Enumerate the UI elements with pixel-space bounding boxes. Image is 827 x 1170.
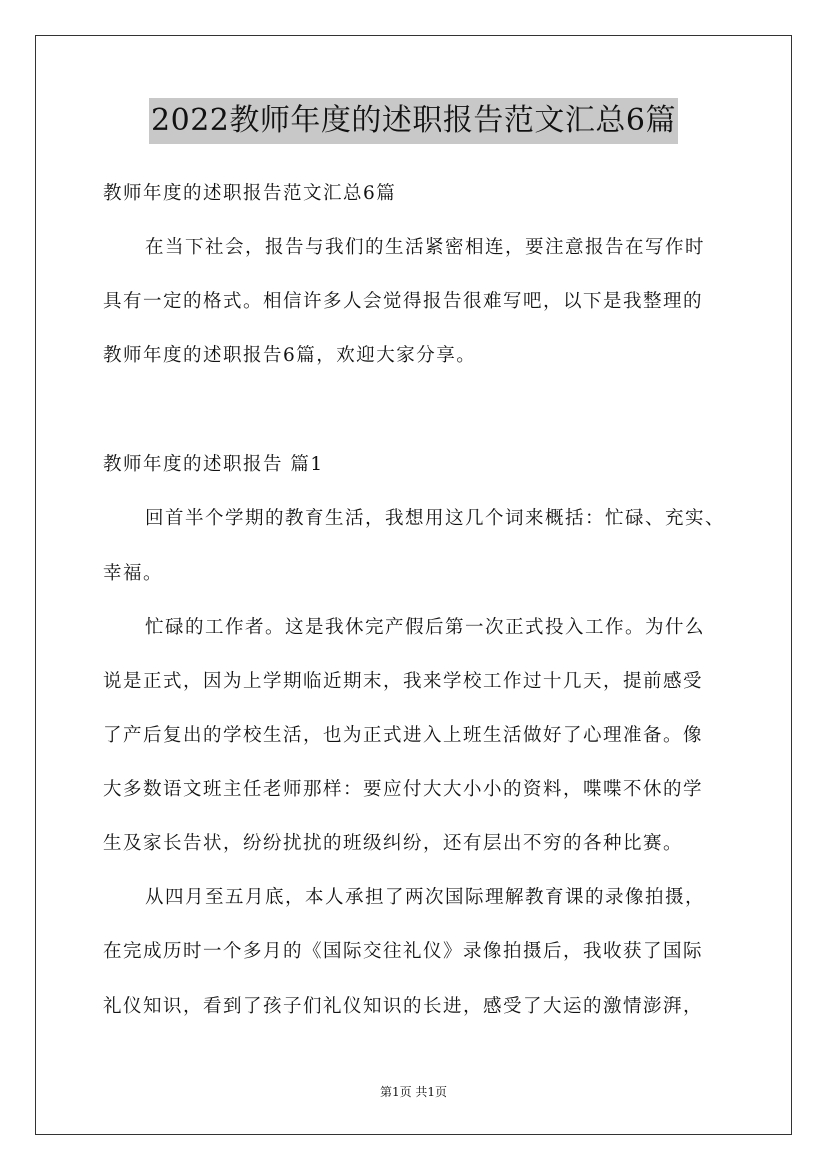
body-line-6: 大多数语文班主任老师那样：要应付大大小小的资料，喋喋不休的学 [103, 779, 704, 800]
title-container [0, 98, 827, 144]
section-heading: 教师年度的述职报告 篇1 [103, 454, 324, 475]
intro-line-1: 在当下社会，报告与我们的生活紧密相连，要注意报告在写作时 [145, 237, 706, 258]
body-line-1: 回首半个学期的教育生活，我想用这几个词来概括：忙碌、充实、 [145, 508, 726, 529]
body-line-5: 了产后复出的学校生活，也为正式进入上班生活做好了心理准备。像 [103, 725, 704, 746]
body-line-4: 说是正式，因为上学期临近期末，我来学校工作过十几天，提前感受 [103, 671, 704, 692]
document-title: 2022教师年度的述职报告范文汇总6篇 [149, 98, 678, 144]
body-line-8: 从四月至五月底，本人承担了两次国际理解教育课的录像拍摄， [145, 887, 706, 908]
body-line-2: 幸福。 [103, 563, 164, 584]
intro-line-3: 教师年度的述职报告6篇，欢迎大家分享。 [103, 345, 477, 366]
intro-line-2: 具有一定的格式。相信许多人会觉得报告很难写吧，以下是我整理的 [103, 291, 704, 312]
body-line-9: 在完成历时一个多月的《国际交往礼仪》录像拍摄后，我收获了国际 [103, 941, 704, 962]
body-line-7: 生及家长告状，纷纷扰扰的班级纠纷，还有层出不穷的各种比赛。 [103, 833, 684, 854]
body-line-3: 忙碌的工作者。这是我休完产假后第一次正式投入工作。为什么 [145, 617, 706, 638]
page-footer: 第1页 共1页 [379, 1085, 448, 1099]
body-line-10: 礼仪知识，看到了孩子们礼仪知识的长进，感受了大运的激情澎湃， [103, 996, 704, 1017]
document-subtitle: 教师年度的述职报告范文汇总6篇 [103, 183, 397, 204]
